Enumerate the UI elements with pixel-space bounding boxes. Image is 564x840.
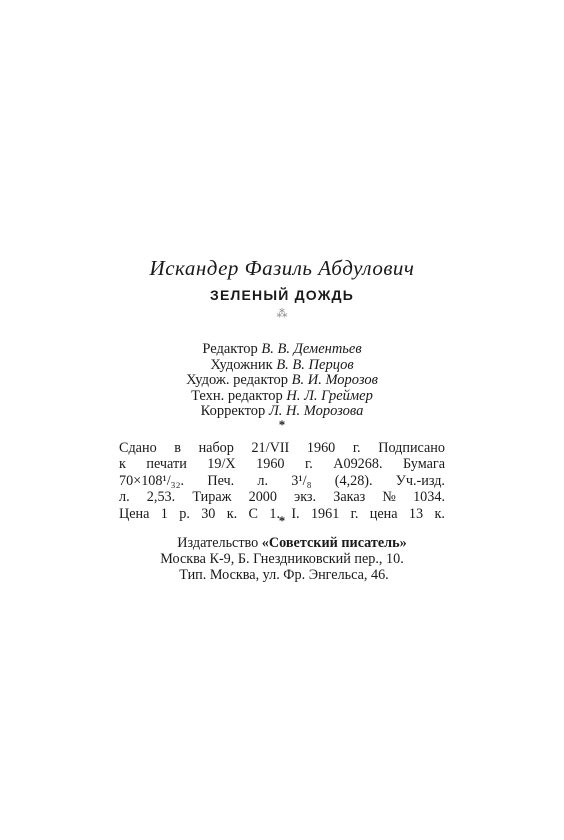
imprint-line bbox=[119, 489, 445, 505]
publisher-block bbox=[0, 535, 564, 584]
credit-tech-editor bbox=[0, 389, 564, 405]
imprint-word: Заказ bbox=[333, 489, 366, 506]
credit-role: Редактор bbox=[202, 341, 258, 357]
publisher-prefix: Издательство bbox=[177, 535, 262, 551]
credit-person: В. В. Дементьев bbox=[261, 341, 362, 357]
imprint-word: набор bbox=[198, 440, 234, 456]
publisher-address: Москва К-9, Б. Гнездниковский пер., 10. bbox=[160, 551, 404, 568]
credit-artist bbox=[0, 358, 564, 374]
imprint-word: печати bbox=[146, 456, 187, 473]
imprint-word: 1960 bbox=[306, 440, 336, 456]
imprint-word: 13 bbox=[408, 505, 424, 522]
printing-house: Тип. Москва, ул. Фр. Энгельса, 46. bbox=[179, 567, 389, 584]
imprint-word: Цена bbox=[119, 505, 150, 522]
credit-role: Техн. редактор bbox=[191, 387, 283, 404]
imprint-word: к. bbox=[434, 505, 445, 522]
author-name: Искандер Фазиль Абдулович bbox=[149, 256, 415, 280]
asterism-ornament: ⁂ bbox=[276, 308, 288, 320]
credit-art-editor bbox=[0, 373, 564, 389]
imprint-word: экз. bbox=[294, 489, 317, 506]
imprint-word: 1034. bbox=[413, 489, 445, 506]
imprint-word: (4,28). bbox=[334, 472, 373, 489]
imprint-word: Бумага bbox=[403, 456, 445, 473]
imprint-line bbox=[119, 456, 445, 472]
imprint-word: С bbox=[248, 505, 258, 522]
star-ornament: * bbox=[278, 513, 286, 528]
credit-editor bbox=[0, 342, 564, 358]
star-ornament: * bbox=[278, 417, 286, 432]
publisher-name-line bbox=[0, 535, 564, 551]
imprint-word: № bbox=[382, 489, 396, 506]
imprint-word: I. bbox=[291, 505, 300, 522]
imprint-word: 1961 bbox=[310, 505, 340, 522]
imprint-word: 21/VII bbox=[251, 440, 290, 456]
imprint-word: л. bbox=[119, 489, 130, 506]
imprint-block bbox=[119, 440, 445, 522]
imprint-word: 70×108¹/₃₂. bbox=[119, 472, 185, 489]
credit-role: Корректор bbox=[200, 403, 266, 420]
imprint-word: 1. bbox=[269, 505, 280, 522]
imprint-word: г. bbox=[305, 456, 313, 473]
credit-person: В. И. Морозов bbox=[291, 372, 378, 389]
imprint-word: Подписано bbox=[378, 440, 445, 456]
imprint-word: г. bbox=[350, 505, 359, 522]
imprint-word: л. bbox=[257, 472, 269, 489]
imprint-word: цена bbox=[369, 505, 398, 522]
credit-role: Худож. редактор bbox=[186, 372, 288, 389]
credit-person: В. В. Перцов bbox=[276, 356, 354, 373]
imprint-word: к. bbox=[226, 505, 238, 522]
book-title: ЗЕЛЕНЫЙ ДОЖДЬ bbox=[209, 287, 354, 303]
imprint-word: в bbox=[174, 440, 181, 456]
imprint-line bbox=[119, 473, 445, 489]
imprint-word: 1 bbox=[160, 505, 168, 522]
credit-role: Художник bbox=[210, 356, 273, 373]
imprint-word: 2,53. bbox=[146, 489, 176, 506]
imprint-word: 30 bbox=[201, 505, 216, 522]
credit-person: Л. Н. Морозова bbox=[268, 403, 364, 420]
imprint-word: 1960 bbox=[256, 456, 285, 473]
publisher-name: «Советский писатель» bbox=[261, 535, 407, 551]
imprint-word: Уч.-изд. bbox=[395, 472, 445, 489]
imprint-word: к bbox=[119, 456, 126, 473]
credit-person: Н. Л. Греймер bbox=[286, 387, 373, 404]
credits-block bbox=[0, 342, 564, 420]
imprint-word: г. bbox=[352, 440, 361, 456]
imprint-word: 2000 bbox=[248, 489, 277, 506]
imprint-word: 3¹/₈ bbox=[291, 472, 312, 489]
imprint-line bbox=[119, 440, 445, 456]
imprint-word: Печ. bbox=[207, 472, 235, 489]
imprint-word: Тираж bbox=[192, 489, 232, 506]
imprint-word: р. bbox=[179, 505, 190, 522]
imprint-word: А09268. bbox=[333, 456, 383, 473]
imprint-word: Сдано bbox=[119, 440, 157, 456]
imprint-word: 19/X bbox=[207, 456, 236, 473]
